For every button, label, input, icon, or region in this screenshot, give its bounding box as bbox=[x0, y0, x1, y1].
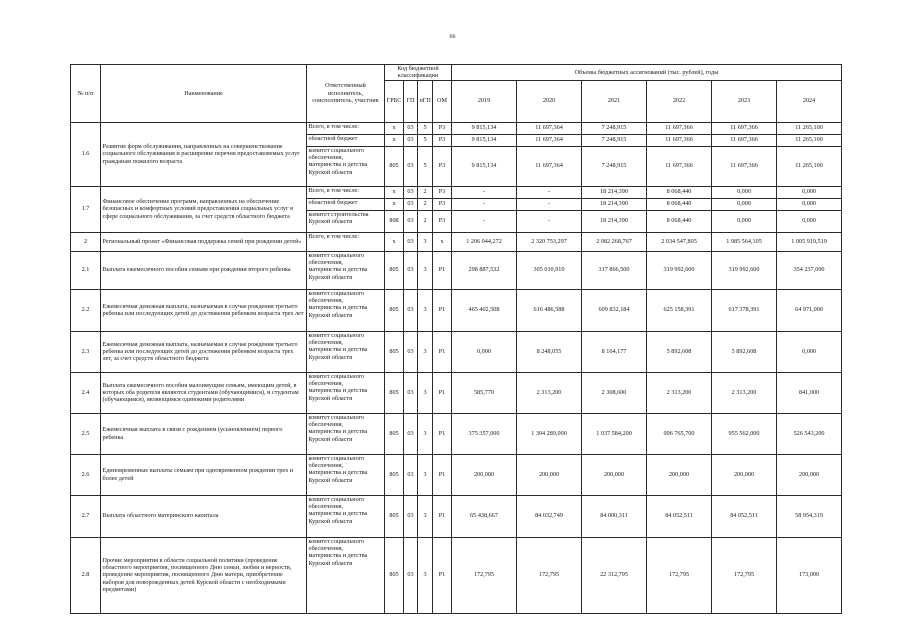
value-2022: 11 697,366 bbox=[647, 122, 712, 134]
value-2020: 2 313,200 bbox=[517, 372, 582, 413]
col-header-grbs: ГРБС bbox=[385, 80, 404, 122]
value-2021: 2 082 268,767 bbox=[582, 232, 647, 251]
row-responsible: Всего, в том числе: bbox=[307, 122, 385, 134]
value-2020: 172,795 bbox=[517, 537, 582, 613]
row-name: Финансовое обеспечение программ, направленных на обеспечение безопасных и комфортных условий предоставления социальных услуг в сфере социального обслуживания, за счет средств областного бюджета bbox=[101, 186, 307, 232]
row-responsible: Всего, в том числе: bbox=[307, 186, 385, 198]
code-grbs: х bbox=[385, 122, 404, 134]
row-name: Региональный проект «Финансовая поддержка семей при рождении детей» bbox=[101, 232, 307, 251]
code-gp: 03 bbox=[404, 251, 418, 289]
row-responsible: областной бюджет bbox=[307, 134, 385, 146]
col-header-year-2022: 2022 bbox=[647, 80, 712, 122]
code-gp: 03 bbox=[404, 186, 418, 198]
code-pgp: 3 bbox=[418, 251, 433, 289]
table-row bbox=[71, 251, 842, 289]
value-2020: - bbox=[517, 198, 582, 210]
value-2023: 955 562,000 bbox=[712, 413, 777, 454]
code-gp: 03 bbox=[404, 413, 418, 454]
code-om: Р3 bbox=[433, 210, 452, 232]
value-2021: 7 248,915 bbox=[582, 134, 647, 146]
table-row bbox=[71, 122, 842, 134]
code-pgp: 2 bbox=[418, 210, 433, 232]
value-2021: 7 248,915 bbox=[582, 146, 647, 186]
row-responsible: комитет строительства Курской области bbox=[307, 210, 385, 232]
row-number: 1.6 bbox=[71, 122, 101, 186]
col-header-year-2024: 2024 bbox=[777, 80, 842, 122]
row-responsible: комитет социального обеспечения, материнства и детства Курской области bbox=[307, 495, 385, 537]
col-header-pgp: пГП bbox=[418, 80, 433, 122]
code-om: Р3 bbox=[433, 198, 452, 210]
code-pgp: 3 bbox=[418, 289, 433, 331]
code-om: Р3 bbox=[433, 122, 452, 134]
value-2024: 526 543,200 bbox=[777, 413, 842, 454]
value-2019: 200,000 bbox=[452, 454, 517, 495]
value-2024: 0,000 bbox=[777, 210, 842, 232]
table-row bbox=[71, 413, 842, 454]
code-grbs: 805 bbox=[385, 372, 404, 413]
row-number: 2 bbox=[71, 232, 101, 251]
value-2020: - bbox=[517, 186, 582, 198]
value-2023: 0,000 bbox=[712, 186, 777, 198]
code-grbs: 805 bbox=[385, 146, 404, 186]
value-2024: 11 265,100 bbox=[777, 146, 842, 186]
row-name: Ежемесячная денежная выплата, назначаемая в случае рождения третьего ребенка или последующих детей до достижения ребенком возраста трех лет, за счет средств областного бюджета bbox=[101, 331, 307, 372]
value-2023: 5 892,608 bbox=[712, 331, 777, 372]
row-name: Ежемесячная денежная выплата, назначаемая в случае рождения третьего ребенка или последующих детей до достижения ребенком возраста трех лет bbox=[101, 289, 307, 331]
value-2019: 9 815,134 bbox=[452, 146, 517, 186]
code-om: Р1 bbox=[433, 251, 452, 289]
code-om: х bbox=[433, 232, 452, 251]
value-2023: 200,000 bbox=[712, 454, 777, 495]
code-pgp: 5 bbox=[418, 134, 433, 146]
value-2023: 11 697,366 bbox=[712, 146, 777, 186]
col-header-year-2019: 2019 bbox=[452, 80, 517, 122]
code-om: Р1 bbox=[433, 289, 452, 331]
code-pgp: 5 bbox=[418, 122, 433, 134]
code-grbs: х bbox=[385, 134, 404, 146]
value-2024: 58 954,319 bbox=[777, 495, 842, 537]
code-om: Р3 bbox=[433, 134, 452, 146]
code-grbs: х bbox=[385, 198, 404, 210]
value-2023: 1 985 564,105 bbox=[712, 232, 777, 251]
row-number: 1.7 bbox=[71, 186, 101, 232]
row-responsible: областной бюджет bbox=[307, 198, 385, 210]
code-pgp: 2 bbox=[418, 198, 433, 210]
code-grbs: 805 bbox=[385, 413, 404, 454]
row-number: 2.5 bbox=[71, 413, 101, 454]
code-gp: 03 bbox=[404, 372, 418, 413]
value-2022: 2 034 547,805 bbox=[647, 232, 712, 251]
code-gp: 03 bbox=[404, 198, 418, 210]
value-2022: 84 052,511 bbox=[647, 495, 712, 537]
col-header-name: Наименование bbox=[101, 65, 307, 123]
value-2021: 18 214,390 bbox=[582, 198, 647, 210]
value-2019: - bbox=[452, 210, 517, 232]
code-gp: 03 bbox=[404, 122, 418, 134]
code-om: Р3 bbox=[433, 186, 452, 198]
value-2021: 22 312,795 bbox=[582, 537, 647, 613]
value-2019: 375 357,000 bbox=[452, 413, 517, 454]
value-2023: 0,000 bbox=[712, 210, 777, 232]
table-row bbox=[71, 454, 842, 495]
row-responsible: комитет социального обеспечения, материнства и детства Курской области bbox=[307, 289, 385, 331]
value-2019: 0,000 bbox=[452, 331, 517, 372]
value-2022: 8 068,440 bbox=[647, 186, 712, 198]
value-2020: 11 697,364 bbox=[517, 146, 582, 186]
table-row bbox=[71, 289, 842, 331]
row-responsible: комитет социального обеспечения, материнства и детства Курской области bbox=[307, 454, 385, 495]
value-2024: 354 237,000 bbox=[777, 251, 842, 289]
col-header-om: ОМ bbox=[433, 80, 452, 122]
value-2022: 11 697,366 bbox=[647, 146, 712, 186]
value-2022: 996 765,700 bbox=[647, 413, 712, 454]
value-2022: 8 068,440 bbox=[647, 210, 712, 232]
table-row bbox=[71, 232, 842, 251]
code-gp: 03 bbox=[404, 289, 418, 331]
code-gp: 03 bbox=[404, 232, 418, 251]
value-2021: 2 308,600 bbox=[582, 372, 647, 413]
value-2024: 0,000 bbox=[777, 198, 842, 210]
value-2019: 585,770 bbox=[452, 372, 517, 413]
budget-table bbox=[70, 64, 842, 614]
value-2024: 200,000 bbox=[777, 454, 842, 495]
value-2023: 11 697,366 bbox=[712, 122, 777, 134]
code-om: Р1 bbox=[433, 331, 452, 372]
col-header-year-2023: 2023 bbox=[712, 80, 777, 122]
row-responsible: комитет социального обеспечения, материнства и детства Курской области bbox=[307, 413, 385, 454]
code-pgp: 3 bbox=[418, 537, 433, 613]
value-2019: 1 206 044,272 bbox=[452, 232, 517, 251]
code-om: Р1 bbox=[433, 372, 452, 413]
value-2024: 1 005 919,519 bbox=[777, 232, 842, 251]
row-responsible: комитет социального обеспечения, материнства и детства Курской области bbox=[307, 331, 385, 372]
row-responsible: комитет социального обеспечения, материнства и детства Курской области bbox=[307, 146, 385, 186]
value-2020: 305 010,910 bbox=[517, 251, 582, 289]
code-grbs: 805 bbox=[385, 454, 404, 495]
value-2023: 0,000 bbox=[712, 198, 777, 210]
value-2019: - bbox=[452, 198, 517, 210]
value-2022: 5 892,608 bbox=[647, 331, 712, 372]
value-2022: 8 068,440 bbox=[647, 198, 712, 210]
value-2021: 1 037 584,200 bbox=[582, 413, 647, 454]
row-responsible: комитет социального обеспечения, материнства и детства Курской области bbox=[307, 251, 385, 289]
code-om: Р1 bbox=[433, 413, 452, 454]
code-gp: 03 bbox=[404, 537, 418, 613]
value-2023: 2 313,200 bbox=[712, 372, 777, 413]
row-name: Выплата ежемесячного пособия малоимущим семьям, имеющим детей, в которых оба родителя являются студентами (обучающимися), и студентам (обучающимся), являющимся одинокими родителями bbox=[101, 372, 307, 413]
code-pgp: 3 bbox=[418, 495, 433, 537]
value-2023: 319 992,600 bbox=[712, 251, 777, 289]
value-2024: 64 971,000 bbox=[777, 289, 842, 331]
code-grbs: 805 bbox=[385, 537, 404, 613]
value-2022: 625 158,391 bbox=[647, 289, 712, 331]
code-pgp: 3 bbox=[418, 232, 433, 251]
value-2021: 7 248,915 bbox=[582, 122, 647, 134]
row-number: 2.1 bbox=[71, 251, 101, 289]
code-gp: 03 bbox=[404, 495, 418, 537]
value-2019: 9 815,134 bbox=[452, 134, 517, 146]
value-2024: 0,000 bbox=[777, 331, 842, 372]
page-number: 66 bbox=[449, 34, 456, 40]
row-name: Развитие форм обслуживания, направленных на совершенствование социального обслуживания и расширение перечня предоставляемых услуг гражданам пожилого возраста bbox=[101, 122, 307, 186]
code-grbs: 805 bbox=[385, 331, 404, 372]
code-gp: 03 bbox=[404, 331, 418, 372]
code-pgp: 3 bbox=[418, 331, 433, 372]
code-pgp: 3 bbox=[418, 413, 433, 454]
col-header-responsible: Ответственный исполнитель, соисполнитель, участник bbox=[307, 65, 385, 123]
row-number: 2.7 bbox=[71, 495, 101, 537]
value-2019: 172,795 bbox=[452, 537, 517, 613]
value-2021: 200,000 bbox=[582, 454, 647, 495]
row-responsible: Всего, в том числе: bbox=[307, 232, 385, 251]
value-2020: 616 486,588 bbox=[517, 289, 582, 331]
table-row bbox=[71, 495, 842, 537]
row-name: Единовременные выплаты семьям при одновременном рождении трех и более детей bbox=[101, 454, 307, 495]
code-om: Р1 bbox=[433, 537, 452, 613]
col-header-year-2021: 2021 bbox=[582, 80, 647, 122]
value-2020: 8 248,055 bbox=[517, 331, 582, 372]
col-header-volumes: Объемы бюджетных ассигнований (тыс. рублей), годы bbox=[452, 65, 842, 81]
code-grbs: х bbox=[385, 186, 404, 198]
row-number: 2.8 bbox=[71, 537, 101, 613]
row-responsible: комитет социального обеспечения, материнства и детства Курской области bbox=[307, 537, 385, 613]
header-row-top bbox=[71, 65, 842, 81]
value-2019: - bbox=[452, 186, 517, 198]
value-2023: 172,795 bbox=[712, 537, 777, 613]
value-2023: 84 052,511 bbox=[712, 495, 777, 537]
col-header-num: № п/п bbox=[71, 65, 101, 123]
col-header-year-2020: 2020 bbox=[517, 80, 582, 122]
table-row bbox=[71, 372, 842, 413]
value-2022: 200,000 bbox=[647, 454, 712, 495]
code-grbs: 805 bbox=[385, 251, 404, 289]
value-2019: 298 887,532 bbox=[452, 251, 517, 289]
table-row bbox=[71, 537, 842, 613]
code-grbs: 805 bbox=[385, 495, 404, 537]
value-2020: 200,000 bbox=[517, 454, 582, 495]
row-name: Выплата ежемесячного пособия семьям при рождении второго ребенка bbox=[101, 251, 307, 289]
code-gp: 03 bbox=[404, 146, 418, 186]
col-header-code-group: Код бюджетной классификации bbox=[385, 65, 452, 81]
value-2019: 465 402,508 bbox=[452, 289, 517, 331]
col-header-gp: ГП bbox=[404, 80, 418, 122]
code-gp: 03 bbox=[404, 134, 418, 146]
row-number: 2.6 bbox=[71, 454, 101, 495]
row-responsible: комитет социального обеспечения, материнства и детства Курской области bbox=[307, 372, 385, 413]
code-pgp: 3 bbox=[418, 454, 433, 495]
value-2021: 8 164,177 bbox=[582, 331, 647, 372]
value-2024: 173,000 bbox=[777, 537, 842, 613]
value-2022: 319 992,600 bbox=[647, 251, 712, 289]
code-pgp: 5 bbox=[418, 146, 433, 186]
table-row bbox=[71, 186, 842, 198]
code-pgp: 3 bbox=[418, 372, 433, 413]
code-grbs: 808 bbox=[385, 210, 404, 232]
value-2024: 0,000 bbox=[777, 186, 842, 198]
code-pgp: 2 bbox=[418, 186, 433, 198]
value-2021: 18 214,390 bbox=[582, 186, 647, 198]
code-gp: 03 bbox=[404, 454, 418, 495]
value-2020: 2 320 753,297 bbox=[517, 232, 582, 251]
row-number: 2.3 bbox=[71, 331, 101, 372]
value-2022: 2 313,200 bbox=[647, 372, 712, 413]
value-2020: 11 697,364 bbox=[517, 134, 582, 146]
code-om: Р3 bbox=[433, 146, 452, 186]
value-2020: 1 304 289,000 bbox=[517, 413, 582, 454]
row-name: Прочие мероприятия в области социальной политики (проведение областного мероприятия, посвященного Дню семьи, любви и верности, проведение мероприятия, посвященного Дню матери, приобретение наборов для новорожденных детей Курской области с необходимыми предметами) bbox=[101, 537, 307, 613]
value-2020: - bbox=[517, 210, 582, 232]
value-2020: 11 697,364 bbox=[517, 122, 582, 134]
value-2023: 617 378,391 bbox=[712, 289, 777, 331]
table-row bbox=[71, 331, 842, 372]
row-number: 2.4 bbox=[71, 372, 101, 413]
code-grbs: 805 bbox=[385, 289, 404, 331]
row-name: Ежемесячная выплата в связи с рождением (усыновлением) первого ребенка bbox=[101, 413, 307, 454]
value-2023: 11 697,366 bbox=[712, 134, 777, 146]
value-2024: 11 265,100 bbox=[777, 122, 842, 134]
value-2022: 11 697,366 bbox=[647, 134, 712, 146]
code-om: Р1 bbox=[433, 495, 452, 537]
value-2019: 65 438,667 bbox=[452, 495, 517, 537]
value-2020: 84 032,749 bbox=[517, 495, 582, 537]
code-om: Р1 bbox=[433, 454, 452, 495]
value-2021: 84 000,311 bbox=[582, 495, 647, 537]
value-2021: 609 832,184 bbox=[582, 289, 647, 331]
value-2024: 11 265,100 bbox=[777, 134, 842, 146]
value-2019: 9 815,134 bbox=[452, 122, 517, 134]
value-2021: 317 866,500 bbox=[582, 251, 647, 289]
row-name: Выплата областного материнского капитала bbox=[101, 495, 307, 537]
code-grbs: х bbox=[385, 232, 404, 251]
value-2024: 841,000 bbox=[777, 372, 842, 413]
value-2021: 18 214,390 bbox=[582, 210, 647, 232]
table-body bbox=[71, 122, 842, 613]
code-gp: 03 bbox=[404, 210, 418, 232]
row-number: 2.2 bbox=[71, 289, 101, 331]
value-2022: 172,795 bbox=[647, 537, 712, 613]
